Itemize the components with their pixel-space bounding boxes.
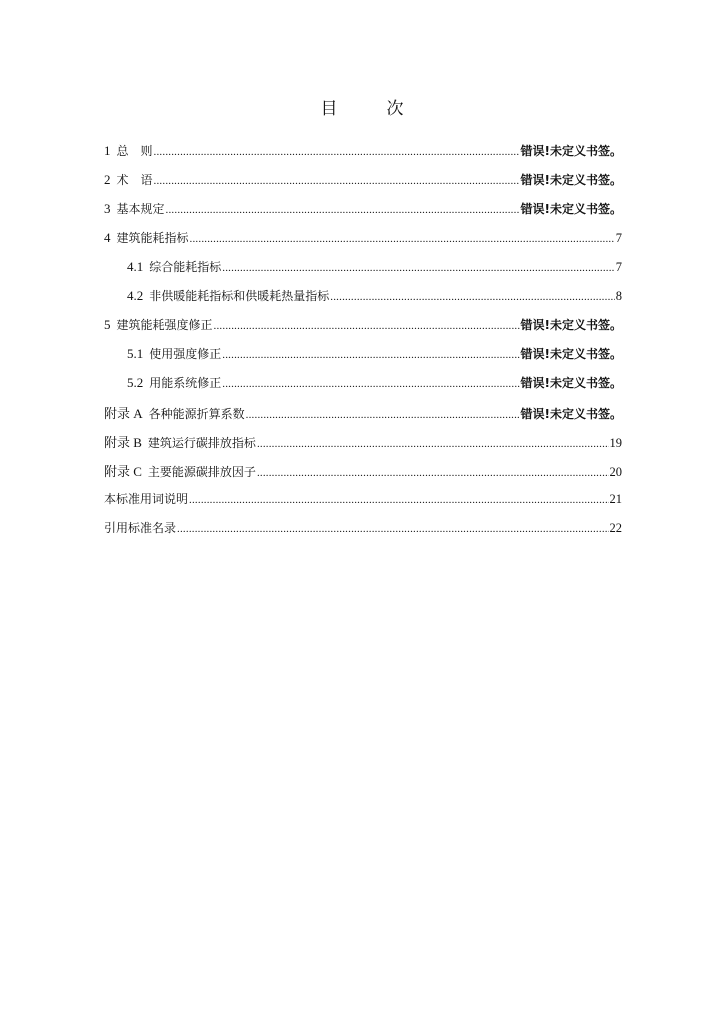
toc-entry-number: 2	[104, 172, 111, 187]
toc-page-number: 7	[615, 260, 622, 274]
toc-entry-label	[127, 258, 221, 275]
toc-leader-dots	[222, 262, 614, 274]
toc-entry[interactable]	[104, 258, 622, 287]
toc-page-error: 错误!未定义书签。	[520, 173, 622, 187]
toc-entry-number: 5.2	[127, 375, 144, 390]
toc-page-error: 错误!未定义书签。	[520, 407, 622, 421]
toc-entry[interactable]	[104, 374, 622, 403]
toc-entry[interactable]	[104, 229, 622, 258]
toc-entry-number: 4.1	[127, 259, 144, 274]
toc-entry-label	[104, 200, 165, 217]
toc-page-error: 错误!未定义书签。	[520, 347, 622, 361]
toc-page-number: 19	[609, 436, 622, 450]
toc-leader-dots	[257, 467, 609, 479]
toc-entry[interactable]	[104, 287, 622, 316]
toc-entry-text: 各种能源折算系数	[148, 407, 245, 421]
toc-entry-text: 非供暖能耗指标和供暖耗热量指标	[149, 289, 330, 303]
toc-entry-label	[127, 345, 221, 362]
toc-entry-text: 建筑能耗强度修正	[116, 318, 213, 332]
toc-entry-label	[104, 142, 153, 159]
toc-entry-number: 附录 B	[104, 435, 142, 450]
toc-page-number: 21	[609, 492, 622, 506]
toc-entry-text: 建筑运行碳排放指标	[147, 436, 256, 450]
toc-page-error: 错误!未定义书签。	[520, 144, 622, 158]
toc-entry-text: 基本规定	[116, 202, 165, 216]
toc-leader-dots	[189, 494, 608, 506]
toc-entry[interactable]	[104, 316, 622, 345]
toc-entry-label	[104, 519, 176, 536]
toc-entry[interactable]	[104, 403, 622, 432]
toc-entry-label	[127, 287, 329, 304]
toc-leader-dots	[257, 438, 609, 450]
toc-entry-text: 建筑能耗指标	[116, 231, 189, 245]
toc-entry-number: 1	[104, 143, 111, 158]
toc-entry-text: 用能系统修正	[149, 376, 222, 390]
toc-leader-dots	[330, 291, 614, 303]
toc-entry-number: 4.2	[127, 288, 144, 303]
toc-entry[interactable]	[104, 200, 622, 229]
toc-entry-label	[104, 229, 189, 246]
toc-entry-number: 5.1	[127, 346, 144, 361]
table-of-contents	[104, 142, 622, 548]
toc-entry-number: 附录 A	[104, 406, 143, 421]
toc-page-number: 22	[609, 521, 622, 535]
toc-entry-label	[127, 374, 221, 391]
toc-entry-number: 5	[104, 317, 111, 332]
toc-entry[interactable]	[104, 345, 622, 374]
toc-entry[interactable]	[104, 142, 622, 171]
toc-entry-label	[104, 432, 256, 451]
toc-entry[interactable]	[104, 490, 622, 519]
toc-entry[interactable]	[104, 461, 622, 490]
toc-page-error: 错误!未定义书签。	[520, 202, 622, 216]
toc-page-number: 20	[609, 465, 622, 479]
toc-entry-label	[104, 171, 153, 188]
toc-page-error: 错误!未定义书签。	[520, 318, 622, 332]
toc-entry[interactable]	[104, 171, 622, 200]
toc-title: 目 次	[320, 99, 420, 119]
toc-leader-dots	[154, 146, 520, 158]
toc-entry-number: 附录 C	[104, 464, 142, 479]
toc-leader-dots	[214, 320, 520, 332]
toc-entry-label	[104, 461, 256, 480]
toc-entry-text: 本标准用词说明	[104, 492, 189, 506]
toc-entry-text: 综合能耗指标	[149, 260, 222, 274]
toc-entry-label	[104, 403, 245, 422]
toc-entry-text: 引用标准名录	[104, 521, 177, 535]
toc-entry-number: 3	[104, 201, 111, 216]
toc-leader-dots	[222, 378, 519, 390]
toc-entry-text: 使用强度修正	[149, 347, 222, 361]
toc-page-error: 错误!未定义书签。	[520, 376, 622, 390]
toc-page-number: 7	[615, 231, 622, 245]
toc-entry-text: 术 语	[116, 173, 153, 187]
toc-entry-label	[104, 316, 213, 333]
toc-page-number: 8	[615, 289, 622, 303]
toc-entry[interactable]	[104, 519, 622, 548]
toc-leader-dots	[190, 233, 615, 245]
toc-leader-dots	[246, 409, 520, 421]
toc-entry-label	[104, 490, 188, 507]
toc-leader-dots	[154, 175, 520, 187]
toc-leader-dots	[222, 349, 519, 361]
toc-entry-number: 4	[104, 230, 111, 245]
toc-entry[interactable]	[104, 432, 622, 461]
toc-entry-text: 主要能源碳排放因子	[147, 465, 256, 479]
toc-leader-dots	[166, 204, 520, 216]
toc-leader-dots	[177, 523, 608, 535]
toc-entry-text: 总 则	[116, 144, 153, 158]
